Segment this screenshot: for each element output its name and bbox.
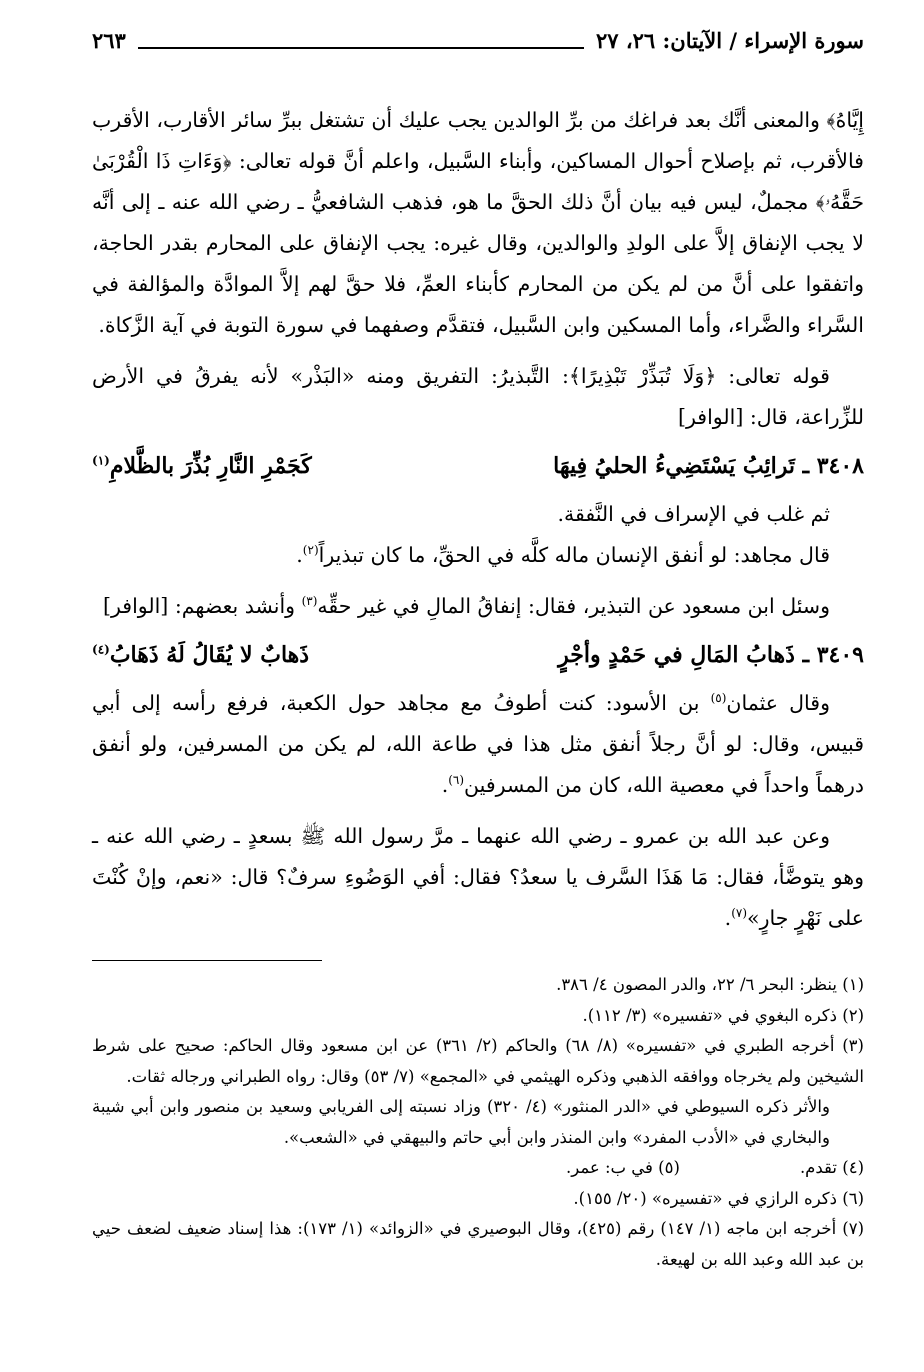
page-number: ٢٦٣ bbox=[92, 27, 126, 53]
paragraph-hadith-saad bbox=[92, 816, 864, 939]
paragraph-tabdhir: قوله تعالى: ﴿وَلَا تُبَذِّرْ تَبْذِيرًا﴾: التَّبذيرُ: التفريق ومنه «البَذْر» لأنه يفرقُ في الأرض للزِّراعة، قال: [الوافر] bbox=[92, 364, 864, 429]
footnote-divider bbox=[92, 960, 322, 961]
surah-title: سورة الإسراء / الآيتان: ٢٦، ٢٧ bbox=[596, 27, 864, 53]
footnote-2: (٢) ذكره البغوي في «تفسيره» (٣/ ١١٢). bbox=[582, 1005, 864, 1025]
paragraph-mujahid bbox=[92, 535, 864, 576]
footnote-ref-3: (٣) bbox=[301, 594, 318, 609]
footnote-5: (٥) في ب: عمر. bbox=[565, 1158, 680, 1177]
page-header bbox=[92, 22, 864, 58]
hadith-end: . bbox=[724, 906, 732, 930]
mujahid-text: قال مجاهد: لو أنفق الإنسان ماله كلَّه في الحقِّ، ما كان تبذيراً bbox=[318, 543, 830, 567]
footnote-ref-6: (٦) bbox=[448, 773, 465, 788]
footnote-4-5-row bbox=[92, 1153, 864, 1184]
footnote-ref-2: (٢) bbox=[302, 543, 319, 558]
verse-3409-first-half: ٣٤٠٩ ـ ذَهابُ المَالِ في حَمْدٍ وأجْرٍ bbox=[558, 642, 864, 668]
paragraph-israf: ثم غلب في الإسراف في النَّفقة. bbox=[557, 502, 830, 526]
footnote-ref-7: (٧) bbox=[731, 906, 748, 921]
header-line bbox=[138, 31, 584, 49]
verse-3409-second-half bbox=[92, 631, 309, 679]
footnote-6: (٦) ذكره الرازي في «تفسيره» (٢٠/ ١٥٥). bbox=[573, 1188, 864, 1208]
paragraph-uthman bbox=[92, 683, 864, 806]
footnote-7: (٧) أخرجه ابن ماجه (١/ ١٤٧) رقم (٤٢٥)، وقال البوصيري في «الزوائد» (١/ ١٧٣): هذا إسناد ضعيف لضعف حيي بن عبد الله وعبد الله بن لهيعة. bbox=[92, 1219, 864, 1269]
verse-3408-second-half-text: كَجَمْرِ النَّارِ بُذِّرَ بالظَّلامِ bbox=[109, 453, 312, 479]
uthman-end: . bbox=[441, 773, 449, 797]
verse-3408-second-half bbox=[92, 442, 312, 490]
footnotes bbox=[92, 970, 864, 1275]
verse-3409-second-half-text: ذَهابٌ لا يُقَالُ لَهُ ذَهَابُ bbox=[109, 642, 310, 668]
book-page bbox=[92, 22, 864, 1352]
footnote-3: (٣) أخرجه الطبري في «تفسيره» (٨/ ٦٨) والحاكم (٢/ ٣٦١) عن ابن مسعود وقال الحاكم: صحيح على شرط الشيخين ولم يخرجاه ووافقه الذهبي وذكره الهيثمي في «المجمع» (٧/ ٥٣) وقال: رواه الطبراني ورجاله ثقات. bbox=[92, 1036, 864, 1086]
ibn-masud-poem-intro: وأنشد بعضهم: [الوافر] bbox=[102, 594, 302, 618]
verse-3409 bbox=[92, 631, 864, 679]
footnote-1: (١) ينظر: البحر ٦/ ٢٢، والدر المصون ٤/ ٣٨٦. bbox=[556, 975, 864, 994]
mujahid-end: . bbox=[296, 543, 303, 567]
paragraph-ibn-masud bbox=[92, 586, 864, 627]
main-text bbox=[92, 100, 864, 939]
verse-3408-first-half: ٣٤٠٨ ـ تَرائِبُ يَسْتَضِيءُ الحليُ فِيهَا bbox=[553, 453, 864, 479]
verse-3408 bbox=[92, 442, 864, 490]
uthman-text-a: وقال عثمان bbox=[726, 691, 831, 715]
footnote-ref-5: (٥) bbox=[710, 691, 727, 706]
footnote-ref-1: (١) bbox=[92, 453, 110, 468]
footnote-3-continued: والأثر ذكره السيوطي في «الدر المنثور» (٤/ ٣٢٠) وزاد نسبته إلى الفريابي وسعيد بن منصور وابن أبي شيبة والبخاري في «الأدب المفرد» وابن المنذر وابن أبي حاتم والبيهقي في «الشعب». bbox=[92, 1097, 830, 1147]
footnote-4: (٤) تقدم. bbox=[799, 1158, 864, 1177]
ibn-masud-text: وسئل ابن مسعود عن التبذير، فقال: إنفاقُ المالِ في غير حقِّه bbox=[317, 594, 830, 618]
uthman-text-b: بن الأسود: كنت أطوفُ مع مجاهد حول الكعبة، فرفع رأسه إلى أبي قبيس، وقال: لو أنَّ رجلاً أنفق مثل هذا في طاعة الله، لم يكن من المسرفين، ولو أنفق درهماً واحداً في معصية الله، كان من المسرفين bbox=[92, 691, 864, 797]
hadith-text: وعن عبد الله بن عمرو ـ رضي الله عنهما ـ مرَّ رسول الله ﷺ بسعدٍ ـ رضي الله عنه ـ وهو يتوضَّأ، فقال: مَا هَذَا السَّرف يا سعدُ؟ فقال: أفي الوَضُوءِ سرفٌ؟ قال: «نعم، وإنْ كُنْتَ على نَهْرٍ جارٍ» bbox=[92, 824, 864, 930]
footnote-ref-4: (٤) bbox=[92, 642, 110, 657]
paragraph-commentary: إِيَّاهُ﴾ والمعنى أنَّك بعد فراغك من برِّ الوالدين يجب عليك أن تشتغل ببرِّ سائر الأقارب، الأقرب فالأقرب، ثم بإصلاح أحوال المساكين، وأبناء السَّبيل، واعلم أنَّ قوله تعالى: ﴿وَءَاتِ ذَا الْقُرْبَىٰ حَقَّهُۥ﴾ مجملٌ، ليس فيه بيان أنَّ ذلك الحقَّ ما هو، فذهب الشافعيُّ ـ رضي الله عنه ـ إلى أنَّه لا يجب الإنفاق إلاَّ على الولدِ والوالدين، وقال غيره: يجب الإنفاق على المحارم بقدر الحاجة، واتفقوا على أنَّ من لم يكن من المحارم كأبناء العمِّ، فلا حقَّ لهم إلاَّ الموادَّة والمؤالفة في السَّراء والضَّراء، وأما المسكين وابن السَّبيل، فتقدَّم وصفهما في سورة التوبة في آية الزَّكاة. bbox=[92, 108, 864, 337]
